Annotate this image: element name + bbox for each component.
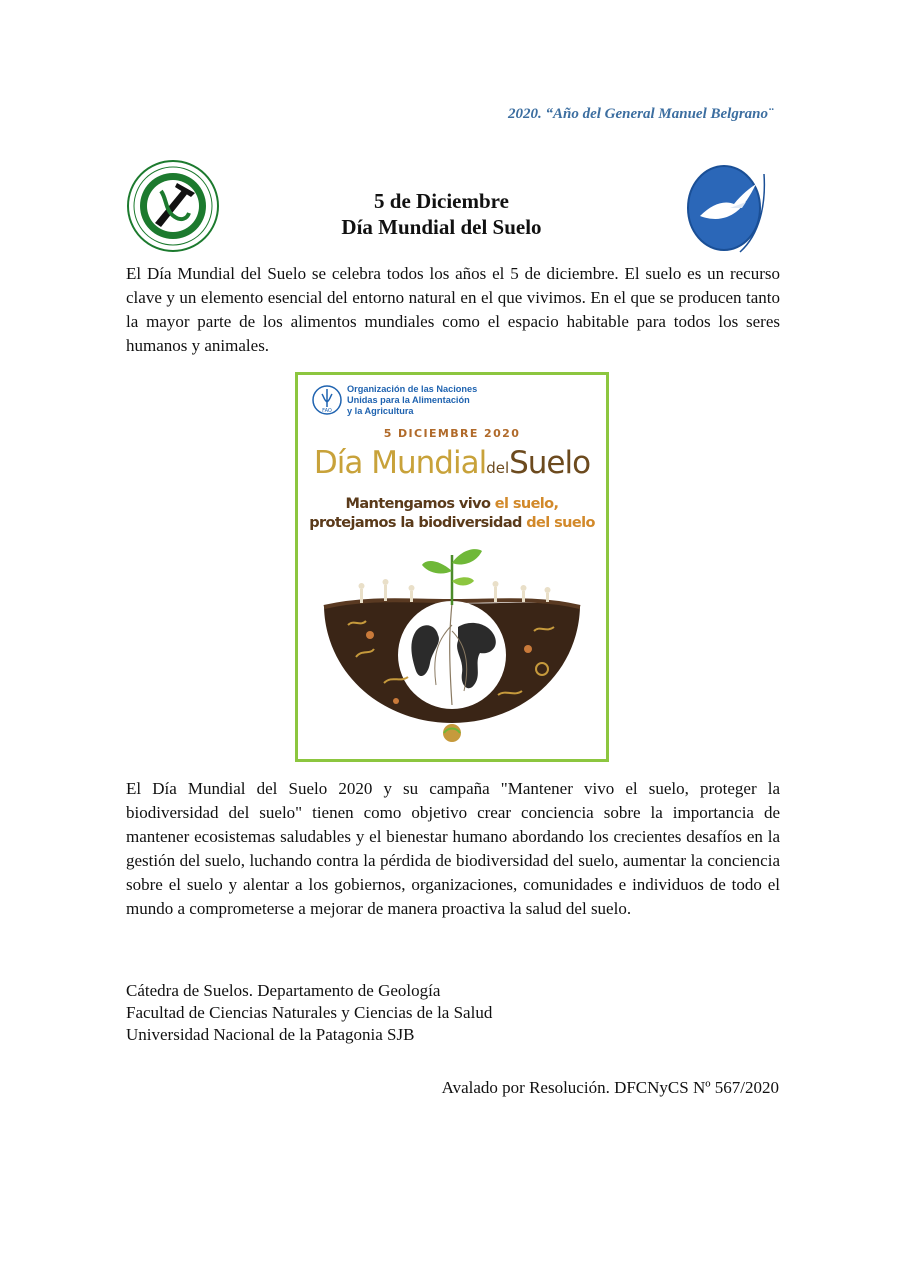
- campaign-paragraph: El Día Mundial del Suelo 2020 y su campaña "Mantener vivo el suelo, proteger la biodiversidad del suelo" tienen como objetivo crear conciencia sobre la importancia de mantener ecosistemas saludables y el bienestar humano abordando los crecientes desafíos en la gestión del suelo, luchando contra la pérdida de biodiversidad del suelo, aumentar la conciencia sobre el suelo y alentar a los gobiernos, organizaciones, comunidades e individuos de todo el mundo a comprometerse a mejorar de manera proactiva la salud del suelo.: [126, 779, 780, 918]
- signature-university: Universidad Nacional de la Patagonia SJB: [126, 1025, 415, 1044]
- fao-icon: [312, 385, 342, 415]
- poster-title-part-1: Día Mundial: [313, 445, 487, 481]
- soil-globe-illustration: [298, 535, 606, 759]
- poster-title: [298, 445, 606, 481]
- fao-line-2: Unidas para la Alimentación: [347, 394, 470, 405]
- endorsement-note: Avalado por Resolución. DFCNyCS Nº 567/2020: [441, 1078, 779, 1097]
- poster-subtitle: [298, 495, 606, 533]
- fao-line-3: y la Agricultura: [347, 405, 414, 416]
- poster-date: 5 DICIEMBRE 2020: [383, 427, 521, 440]
- document-title: [250, 188, 633, 240]
- intro-paragraph: El Día Mundial del Suelo se celebra todos los años el 5 de diciembre. El suelo es un recurso clave y un elemento esencial del entorno natural en el que vivimos. En el que se producen tanto la mayor parte de los alimentos mundiales como el espacio habitable para todos los seres humanos y animales.: [126, 264, 780, 355]
- subtitle-part-1: Mantengamos vivo: [345, 496, 495, 512]
- geology-department-logo: [125, 159, 221, 253]
- subtitle-part-2: el suelo,: [494, 496, 559, 512]
- world-soil-day-poster: [295, 372, 609, 762]
- university-logo: [684, 164, 768, 256]
- fao-line-1: Organización de las Naciones: [347, 384, 478, 394]
- title-date: 5 de Diciembre: [374, 189, 509, 213]
- poster-title-part-2: del: [486, 459, 510, 477]
- signature-faculty: Facultad de Ciencias Naturales y Ciencias de la Salud: [126, 1003, 493, 1022]
- fao-organization-name: [347, 384, 527, 416]
- signature-block: [126, 980, 492, 1046]
- title-event: Día Mundial del Suelo: [341, 215, 542, 239]
- signature-chair: Cátedra de Suelos. Departamento de Geología: [126, 981, 441, 1000]
- svg-text:FAO: FAO: [322, 408, 332, 414]
- header-motto: 2020. “Año del General Manuel Belgrano¨: [507, 106, 773, 122]
- poster-title-part-3: Suelo: [509, 445, 591, 481]
- subtitle-part-3: protejamos la biodiversidad: [309, 515, 527, 531]
- subtitle-part-4: del suelo: [526, 515, 595, 531]
